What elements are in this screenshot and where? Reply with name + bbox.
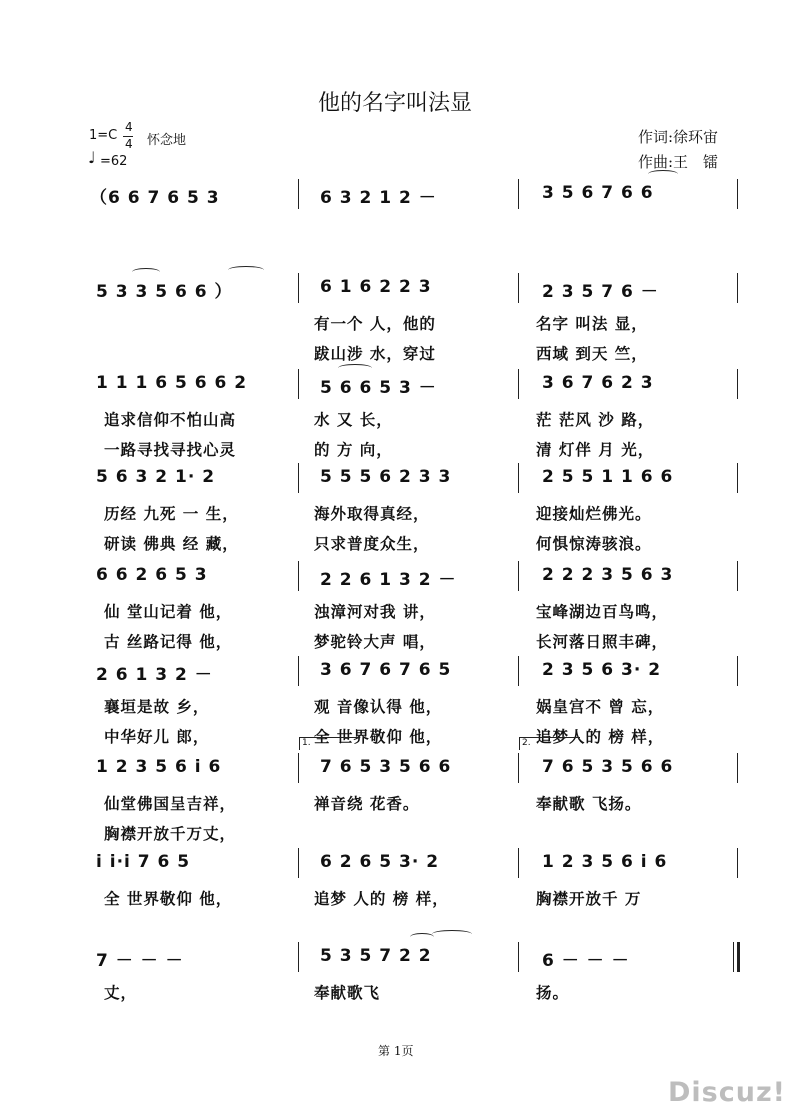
- volta-bracket: [519, 737, 580, 750]
- barline: [298, 561, 299, 591]
- slur-mark: [432, 930, 472, 938]
- tempo-mark: =62: [100, 154, 128, 169]
- barline: [737, 273, 738, 303]
- lyric-text: 中华好儿 郎，: [104, 728, 210, 746]
- final-barline: [737, 942, 740, 972]
- lyric-text: 襄垣是故 乡，: [104, 698, 210, 716]
- barline: [737, 753, 738, 783]
- lyric-text: 禅音绕 花香。: [314, 795, 420, 813]
- lyric-text: 追梦 人的 榜 样，: [314, 890, 449, 908]
- lyric-text: 全 世界敬仰 他，: [314, 728, 443, 746]
- measure-notes: 5 6 6 5 3 －: [320, 378, 437, 398]
- measure-notes: 3 5 6 7 6 6: [542, 183, 654, 203]
- volta-label: 1.: [302, 738, 311, 748]
- slur-mark: [228, 266, 264, 274]
- measure-notes: 2 2 6 1 3 2 －: [320, 570, 457, 590]
- barline: [298, 273, 299, 303]
- slur-mark: [132, 268, 160, 276]
- lyric-text: 奉献歌 飞扬。: [536, 795, 642, 813]
- lyric-text: 追求信仰不怕山高: [104, 411, 237, 429]
- barline: [518, 848, 519, 878]
- measure-notes: 6 － － －: [542, 951, 630, 971]
- barline: [298, 463, 299, 493]
- measure-notes: 2 5 5 1 1 6 6: [542, 467, 674, 487]
- measure-notes: 6 2 6 5 3· 2: [320, 852, 440, 872]
- measure-notes: 6 3 2 1 2 －: [320, 188, 437, 208]
- measure-notes: （6 6 7 6 5 3: [90, 188, 220, 208]
- watermark-logo: Discuz!: [668, 1077, 786, 1108]
- lyric-text: 何惧惊涛骇浪。: [536, 535, 652, 553]
- slur-mark: [410, 933, 434, 941]
- lyric-text: 历经 九死 一 生，: [104, 505, 239, 523]
- lyric-text: 研读 佛典 经 藏，: [104, 535, 239, 553]
- lyric-text: 梦驼铃大声 唱，: [314, 633, 436, 651]
- measure-notes: 2 2 2 3 5 6 3: [542, 565, 674, 585]
- quarter-note-icon: ♩: [88, 148, 96, 167]
- final-barline-thin: [733, 942, 734, 972]
- lyric-text: 仙 堂山记着 他，: [104, 603, 233, 621]
- lyric-text: 名字 叫法 显，: [536, 315, 648, 333]
- barline: [518, 942, 519, 972]
- volta-label: 2.: [522, 738, 531, 748]
- barline: [298, 942, 299, 972]
- lyric-text: 海外取得真经，: [314, 505, 430, 523]
- measure-notes: 1 2 3 5 6 i 6: [542, 852, 668, 872]
- lyric-text: 追梦人的 榜 样，: [536, 728, 665, 746]
- measure-notes: 1 2 3 5 6 i 6: [96, 757, 222, 777]
- lyric-text: 娲皇宫不 曾 忘，: [536, 698, 665, 716]
- lyric-text: 跋山涉 水，穿过: [314, 345, 436, 363]
- barline: [518, 656, 519, 686]
- lyric-text: 仙堂佛国呈吉祥，: [104, 795, 237, 813]
- measure-notes: 3 6 7 6 2 3: [542, 373, 654, 393]
- barline: [518, 273, 519, 303]
- barline: [298, 369, 299, 399]
- time-signature-bottom: 4: [125, 137, 133, 151]
- barline: [298, 179, 299, 209]
- barline: [518, 463, 519, 493]
- lyric-text: 全 世界敬仰 他，: [104, 890, 233, 908]
- measure-notes: 6 6 2 6 5 3: [96, 565, 208, 585]
- barline: [298, 753, 299, 783]
- lyric-text: 一路寻找寻找心灵: [104, 441, 237, 459]
- key-signature: 1=C: [89, 128, 118, 143]
- lyric-text: 扬。: [536, 984, 570, 1002]
- barline: [518, 561, 519, 591]
- lyric-text: 清 灯伴 月 光，: [536, 441, 655, 459]
- time-signature-top: 4: [125, 120, 133, 134]
- barline: [518, 753, 519, 783]
- lyric-text: 茫 茫风 沙 路，: [536, 411, 655, 429]
- measure-notes: 5 6 3 2 1· 2: [96, 467, 216, 487]
- lyric-text: 水 又 长，: [314, 411, 393, 429]
- lyric-text: 古 丝路记得 他，: [104, 633, 233, 651]
- measure-notes: 5 3 3 5 6 6 ）: [96, 282, 233, 302]
- slur-mark: [648, 170, 678, 178]
- measure-notes: 2 3 5 6 3· 2: [542, 660, 662, 680]
- barline: [737, 656, 738, 686]
- composer-credit: 作曲:王 镭: [638, 153, 719, 171]
- measure-notes: 1 1 1 6 5 6 6 2: [96, 373, 248, 393]
- volta-bracket: [299, 737, 360, 750]
- lyric-text: 胸襟开放千 万: [536, 890, 642, 908]
- measure-notes: 6 1 6 2 2 3: [320, 277, 432, 297]
- lyric-text: 长河落日照丰碑，: [536, 633, 669, 651]
- lyric-text: 胸襟开放千万丈，: [104, 825, 237, 843]
- measure-notes: 2 3 5 7 6 －: [542, 282, 659, 302]
- expression-mark: 怀念地: [147, 133, 187, 148]
- measure-notes: 7 6 5 3 5 6 6: [542, 757, 674, 777]
- measure-notes: i i·i 7 6 5: [96, 852, 191, 872]
- measure-notes: 2 6 1 3 2 －: [96, 665, 213, 685]
- barline: [298, 656, 299, 686]
- measure-notes: 7 － － －: [96, 951, 184, 971]
- measure-notes: 7 6 5 3 5 6 6: [320, 757, 452, 777]
- lyric-text: 宝峰湖边百鸟鸣，: [536, 603, 669, 621]
- barline: [737, 561, 738, 591]
- barline: [298, 848, 299, 878]
- page-title: 他的名字叫法显: [317, 91, 472, 116]
- lyric-text: 观 音像认得 他，: [314, 698, 443, 716]
- lyric-text: 浊漳河对我 讲，: [314, 603, 436, 621]
- lyric-text: 西域 到天 竺，: [536, 345, 648, 363]
- lyric-text: 迎接灿烂佛光。: [536, 505, 652, 523]
- barline: [518, 179, 519, 209]
- barline: [737, 179, 738, 209]
- measure-notes: 3 6 7 6 7 6 5: [320, 660, 452, 680]
- barline: [518, 369, 519, 399]
- barline: [737, 463, 738, 493]
- lyric-text: 奉献歌飞: [314, 984, 381, 1002]
- lyric-text: 只求普度众生，: [314, 535, 430, 553]
- lyric-text: 的 方 向，: [314, 441, 393, 459]
- lyricist-credit: 作词:徐环宙: [638, 128, 719, 146]
- lyric-text: 有一个 人，他的: [314, 315, 436, 333]
- measure-notes: 5 3 5 7 2 2: [320, 946, 432, 966]
- measure-notes: 5 5 5 6 2 3 3: [320, 467, 452, 487]
- page-number: 第 1页: [378, 1044, 414, 1058]
- barline: [737, 369, 738, 399]
- barline: [737, 848, 738, 878]
- lyric-text: 丈，: [104, 984, 138, 1002]
- slur-mark: [338, 364, 372, 372]
